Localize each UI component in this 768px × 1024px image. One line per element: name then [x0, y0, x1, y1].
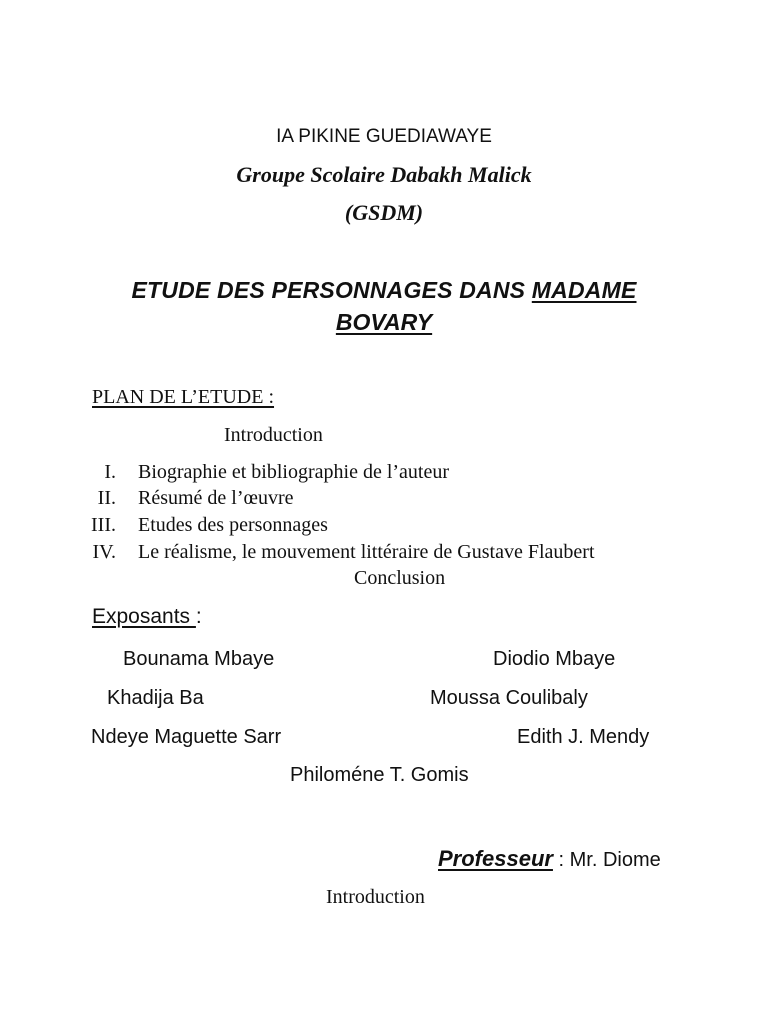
presenter-name: Bounama Mbaye [123, 648, 275, 670]
presenter-name: Philoméne T. Gomis [290, 764, 469, 786]
presenter-name: Edith J. Mendy [517, 726, 650, 748]
plan-item-number: IV. [92, 541, 116, 563]
plan-item-text: Etudes des personnages [138, 514, 328, 536]
plan-item-number: III. [91, 514, 116, 536]
study-title-line2 [0, 309, 768, 336]
presenter-name: Ndeye Maguette Sarr [91, 726, 282, 748]
presenters-colon: : [195, 605, 202, 628]
study-title-line1 [0, 277, 768, 304]
study-title-prefix: ETUDE DES PERSONNAGES DANS [131, 277, 532, 303]
plan-item-text: Le réalisme, le mouvement littéraire de Gustave Flaubert [138, 541, 595, 563]
plan-introduction: Introduction [224, 424, 323, 446]
school-name: Groupe Scolaire Dabakh Malick [236, 162, 532, 187]
presenters-label: Exposants [92, 605, 196, 628]
plan-item-text: Résumé de l’œuvre [138, 487, 294, 509]
teacher-separator: : [552, 849, 570, 871]
school-abbreviation: (GSDM) [344, 200, 424, 225]
presenters-heading [92, 605, 202, 629]
institution-line: IA PIKINE GUEDIAWAYE [276, 126, 492, 147]
presenter-name: Diodio Mbaye [493, 648, 616, 670]
plan-item-number: II. [97, 487, 116, 509]
presenter-name: Khadija Ba [107, 687, 204, 709]
teacher-label: Professeur [438, 846, 553, 871]
work-title-part1: MADAME [531, 277, 637, 303]
plan-conclusion: Conclusion [354, 567, 446, 589]
plan-item-text: Biographie et bibliographie de l’auteur [138, 461, 450, 483]
plan-heading: PLAN DE L’ETUDE : [92, 386, 275, 408]
teacher-name: Mr. Diome [569, 849, 661, 871]
section-heading-introduction: Introduction [326, 886, 425, 908]
presenter-name: Moussa Coulibaly [430, 687, 588, 709]
work-title-part2: BOVARY [335, 309, 433, 335]
teacher-line [438, 846, 661, 872]
plan-item-number: I. [104, 461, 116, 483]
